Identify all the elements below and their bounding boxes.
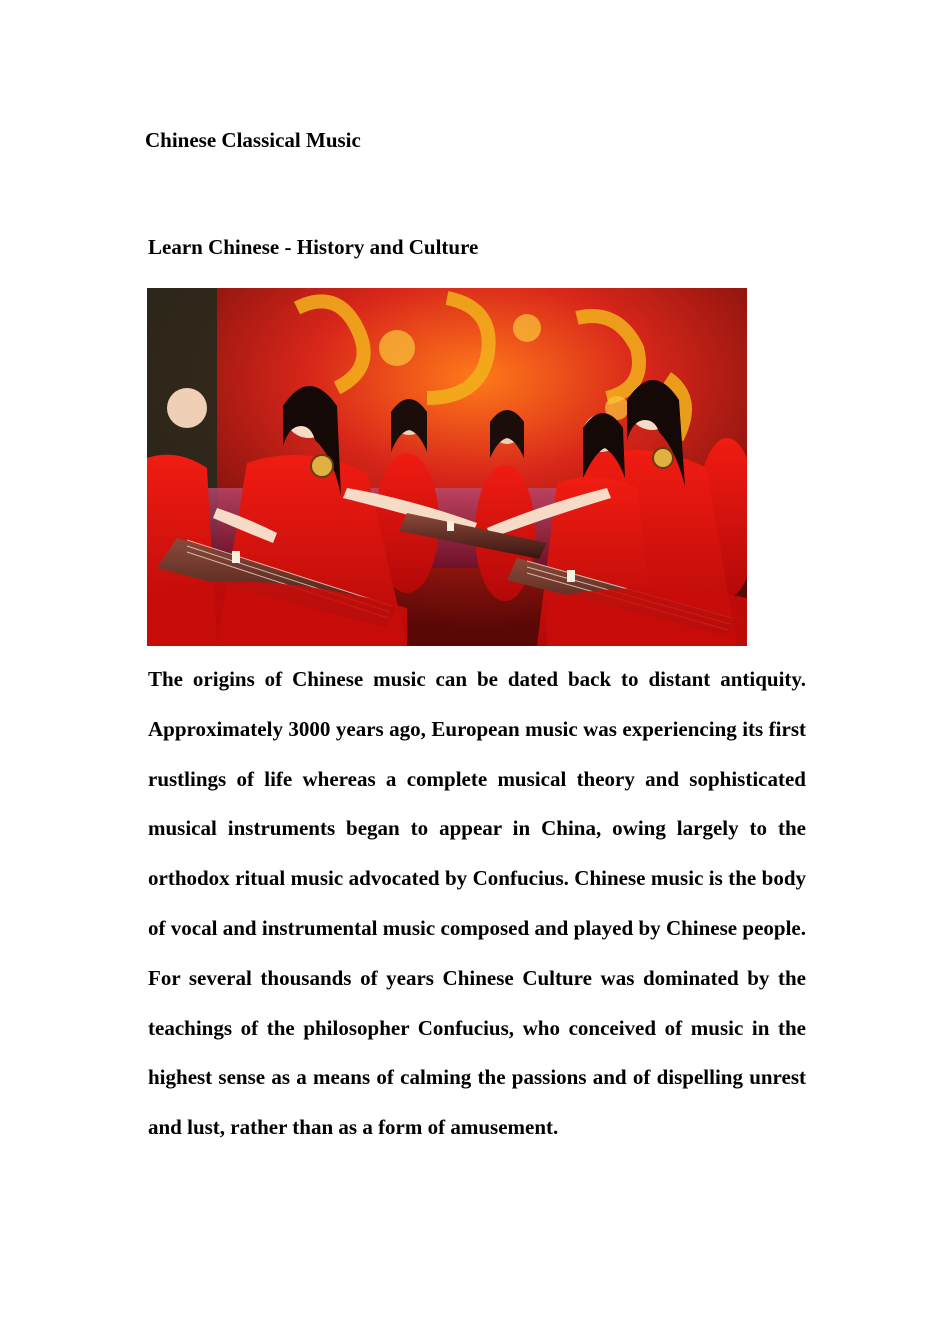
body-paragraph: The origins of Chinese music can be dated back to distant antiquity. Approximately 3000 years ago, European music was experiencing its first rustlings of life whereas a complete musical theory and sophisticated musical instruments began to appear in China, owing largely to the orthodox ritual music advocated by Confucius. Chinese music is the body of vocal and instrumental music composed and played by Chinese people. For several thousands of years Chinese Culture was dominated by the teachings of the philosopher Confucius, who conceived of music in the highest sense as a means of calming the passions and of dispelling unrest and lust, rather than as a form of amusement. bbox=[148, 667, 806, 1140]
page-title: Chinese Classical Music bbox=[145, 128, 361, 152]
section-subtitle: Learn Chinese - History and Culture bbox=[148, 235, 479, 259]
guzheng-performers-photo bbox=[147, 288, 747, 646]
